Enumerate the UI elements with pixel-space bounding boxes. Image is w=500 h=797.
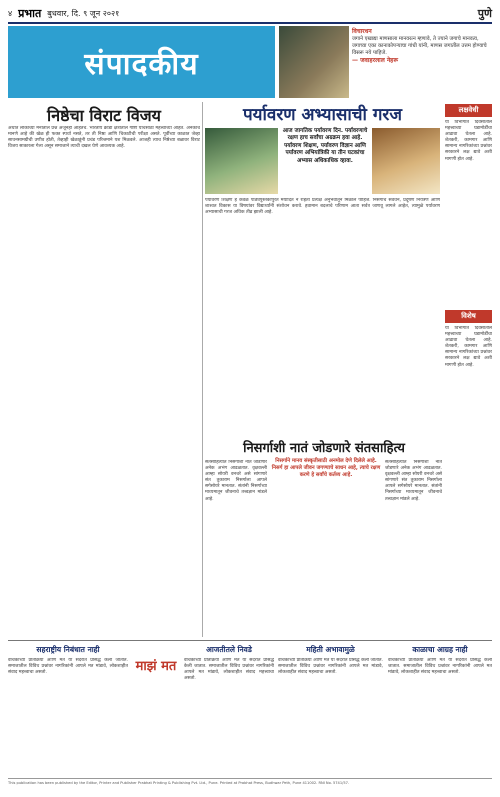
sidebar-body-2: या विभागात दिवसातील महत्त्वाच्या घडामोडींचा आढावा घेतला आहे. शेतकरी, कामगार आणि सामान्य नागरिकांच्या प्रश्नांवर सरकारने लक्ष द्यावे अशी मागणी होत आहे. — [445, 326, 492, 368]
bottom-body-4: वाचकांच्या प्रतिक्रिया आणि मते या सदरात प्रसिद्ध केली जातात. समाजातील विविध प्रश्नांवर नागरिकांनी आपले मत मांडावे, लोकशाहीत संवाद महत्त्वाचा असतो. — [388, 658, 492, 676]
section-banner: संपादकीय — [8, 26, 275, 98]
article2-lead: निसर्गाने मानव संस्कृतीसाठी अनमोल देणे दिलेले आहे. निसर्ग हा आपले जीवन जगण्याचे साधन आहे, त्याचे रक्षण करणे हे सर्वांचे कर्तव्य आहे. — [271, 458, 381, 478]
bottom-heading-3: महिती अभावामुळे — [306, 645, 355, 654]
quote-box — [352, 28, 492, 98]
column-divider — [202, 102, 203, 637]
bottom-body-2: वाचकांच्या प्रतिक्रिया आणि मते या सदरात प्रसिद्ध केली जातात. समाजातील विविध प्रश्नांवर नागरिकांनी आपले मत मांडावे, लोकशाहीत संवाद महत्त्वाचा असतो. — [184, 658, 274, 682]
brand-logo: प्रभात — [18, 6, 42, 20]
article-lead: आज जागतिक पर्यावरण दिन. पर्यावरणाचे रक्षण हाच सर्वांचा अग्रक्रम हवा आहे. पर्यावरण शिक्षण, पर्यावरण विज्ञान आणि पर्यावरण अभियांत्रिकी या तीन घटकांचा अभ्यास अधिकाधिक व्हावा. — [282, 128, 368, 164]
editorial-body: अर्थात लोकांच्या मनातील प्रश्न अजूनही आहेतच. भारतीय क्रीडा क्षेत्रातील गोष्टी याचसाठी महत्त्वाच्या आहेत. अनेकांचे मानणे आहे की खेळ ही फक्त स्पर्धा नसते, तर ती निष्ठा आणि चिकाटीची परीक्षा असते. पूर्वीच्या काळात जेव्हा साधनसामग्रीची उणीव होती, तेव्हाही खेळाडूंनी प्रचंड परिश्रमाने यश मिळवले. आजही त्याच निष्ठेच्या बळावर विराट विजय साकारला गेला असून समाजाने त्याची दखल घेणे आवश्यक आहे. — [8, 126, 200, 150]
bottom-heading-2: आजतीतले निवडे — [206, 645, 252, 654]
article-body: पर्यावरण शिक्षण हे केवळ पाठ्यपुस्तकापुरते मर्यादित न राहता प्रत्यक्ष अनुभवातून मिळाले पाहिजे. निसर्गाचे संवर्धन, प्रदूषण नियंत्रण आणि शाश्वत विकास या विषयांवर विद्यार्थ्यांनी संशोधन करावे. हवामान बदलाचे परिणाम आता सर्वत्र जाणवू लागले आहेत, त्यामुळे पर्यावरण अभ्यासाची गरज अधिक तीव्र झाली आहे. — [205, 198, 440, 216]
article-image — [205, 128, 278, 194]
date: बुधवार, दि. ९ जून २०२१ — [47, 8, 120, 18]
author-photo — [279, 26, 349, 98]
article2-heading: निसर्गाशी नातं जोडणारे संतसाहित्य — [243, 441, 405, 456]
article-heading: पर्यावरण अभ्यासाची गरज — [242, 105, 402, 125]
page-number: ४ — [8, 8, 13, 18]
masthead — [8, 6, 492, 20]
quote-text: जगाने एखाद्या माणसाला मानवरत्न म्हणावे, ते ज्याने जगाचे मानवत्व, जगाच्या एका कानाकोपऱ्याचा गांधी यांनी, माणस जगातील उत्तम होण्याचे विसरू नये पाहिजे. — [352, 36, 487, 56]
header-rule — [8, 22, 492, 24]
article-image-2 — [372, 128, 440, 194]
bottom-body-1: वाचकांच्या प्रतिक्रिया आणि मते या सदरात प्रसिद्ध केली जातात. समाजातील विविध प्रश्नांवर नागरिकांनी आपले मत मांडावे, लोकशाहीत संवाद महत्त्वाचा असतो. — [8, 658, 128, 676]
bottom-rule — [8, 640, 492, 641]
sidebar — [445, 104, 492, 564]
sidebar-tag-2: विशेष — [445, 310, 492, 323]
quote-label: विचारधन — [352, 28, 372, 35]
bottom-heading-1: सहराष्ट्रीय निबंधात नाही — [36, 645, 100, 654]
bottom-heading-4: काळाचा आग्रह नाही — [412, 645, 468, 654]
sidebar-body: या विभागात दिवसातील महत्त्वाच्या घडामोडींचा आढावा घेतला आहे. शेतकरी, कामगार आणि सामान्य नागरिकांच्या प्रश्नांवर सरकारने लक्ष द्यावे अशी मागणी होत आहे. — [445, 120, 492, 162]
article2-body-right: संतसाहित्यात निसर्गाशी नाते जोडणारे अनेक अभंग आढळतात. वृक्षवल्ली आम्हा सोयरी वनचरे असे सांगणारे संत तुकाराम निसर्गाला आपले सगेसोयरे मानतात. संतांनी निसर्गाच्या माध्यमातून जीवनाचे तत्त्वज्ञान मांडले आहे. — [385, 460, 442, 502]
imprint-footer: This publication has been published by the Editor, Printer and Publisher Prabhat Printing & Publishing Pvt. Ltd., Pune. Printed at Prabhat Press, Budhwar Peth, Pune 411002. RNI No. 5741/57. — [8, 778, 492, 786]
maj-mat-logo: माझं मत — [135, 659, 177, 674]
sidebar-tag: लक्षवेधी — [445, 104, 492, 117]
city: पुणे — [477, 6, 492, 20]
quote-author: — जवाहरलाल नेहरू — [352, 57, 399, 64]
editorial-heading: निष्ठेचा विराट विजय — [47, 106, 161, 125]
article2-body-left: संतसाहित्यात निसर्गाशी नाते जोडणारे अनेक अभंग आढळतात. वृक्षवल्ली आम्हा सोयरी वनचरे असे सांगणारे संत तुकाराम निसर्गाला आपले सगेसोयरे मानतात. संतांनी निसर्गाच्या माध्यमातून जीवनाचे तत्त्वज्ञान मांडले आहे. — [205, 460, 267, 502]
bottom-body-3: वाचकांच्या प्रतिक्रिया आणि मते या सदरात प्रसिद्ध केली जातात. समाजातील विविध प्रश्नांवर नागरिकांनी आपले मत मांडावे, लोकशाहीत संवाद महत्त्वाचा असतो. — [278, 658, 383, 676]
